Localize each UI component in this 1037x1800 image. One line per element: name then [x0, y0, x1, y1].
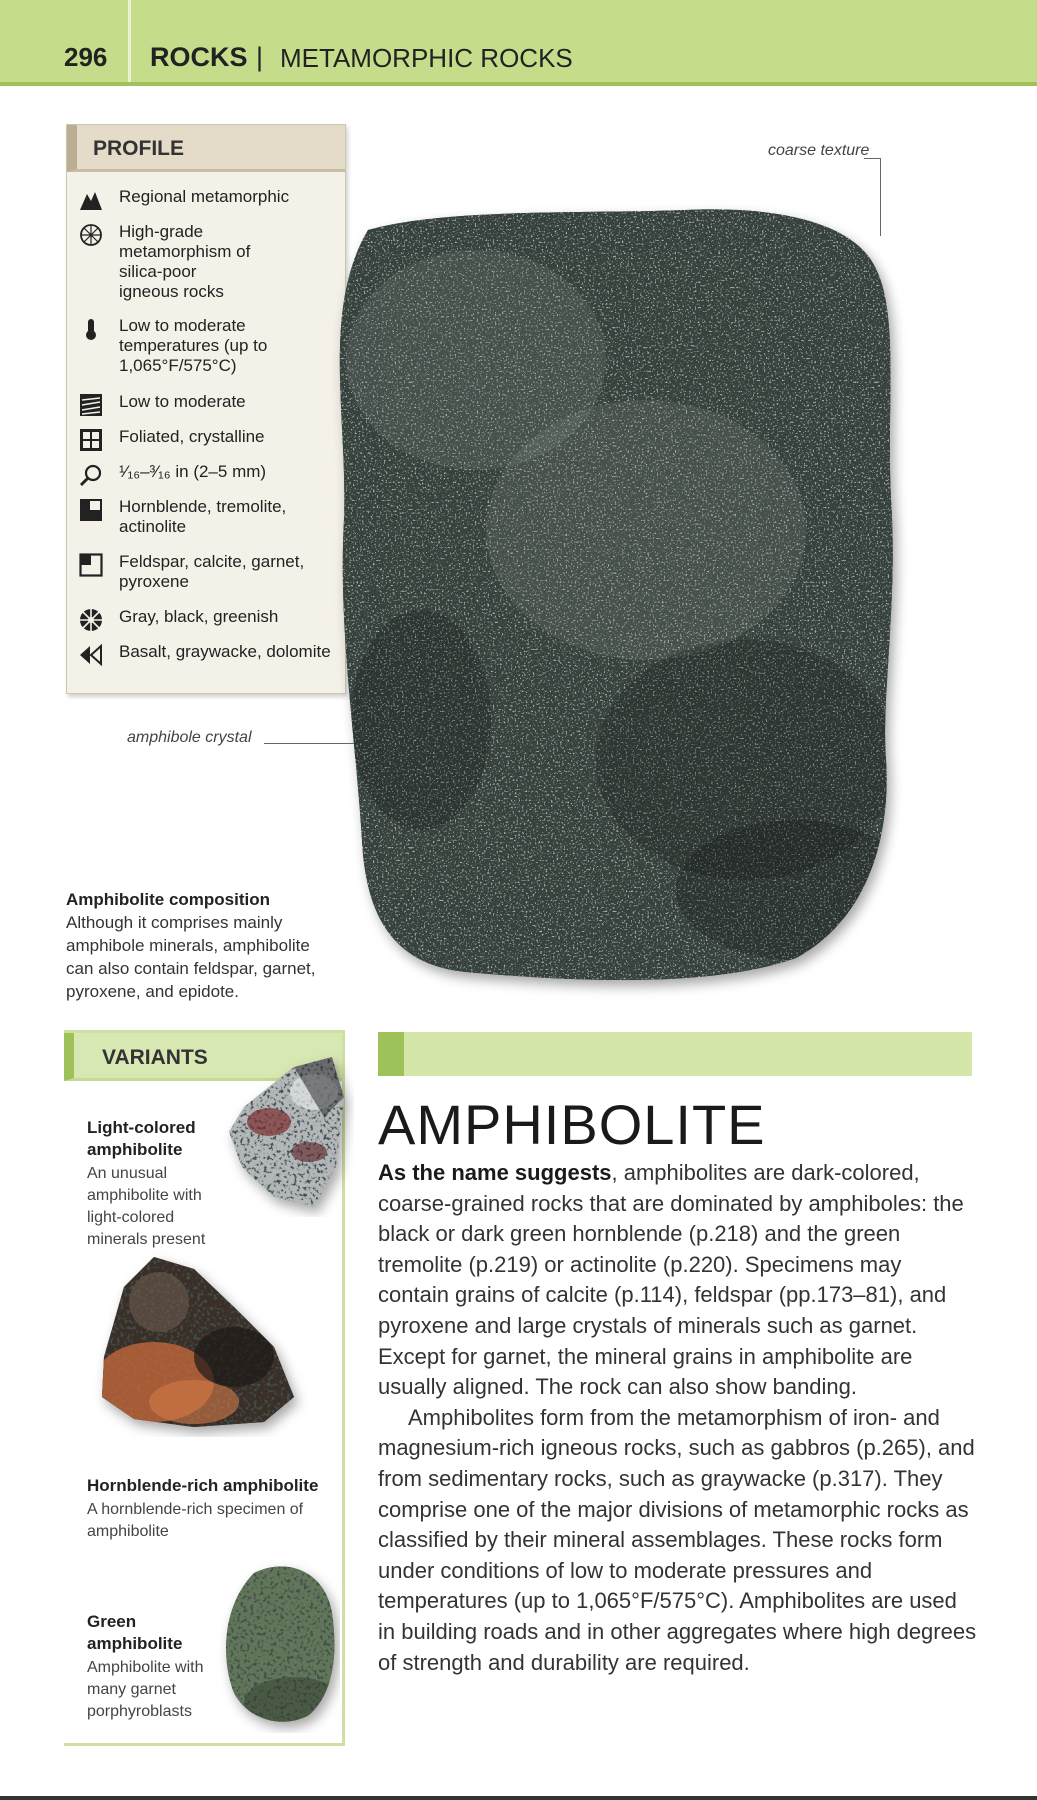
coarse-texture-leader [880, 158, 881, 236]
page-number: 296 [64, 42, 108, 72]
page-header [0, 0, 1037, 86]
variant-title: Hornblende-rich amphibolite [87, 1476, 319, 1495]
variants-title: VARIANTS [102, 1046, 208, 1069]
profile-text: Basalt, graywacke, dolomite [119, 642, 331, 661]
thermometer-icon [79, 317, 103, 341]
article-title: AMPHIBOLITE [378, 1093, 766, 1156]
header-separator: | [256, 42, 264, 72]
light-colored-amphibolite-image [214, 1047, 354, 1217]
rewind-icon [79, 643, 103, 667]
profile-text: Feldspar, calcite, garnet, pyroxene [119, 552, 305, 591]
hornblende-rich-amphibolite-image [84, 1247, 314, 1437]
texture-grid-icon [79, 428, 103, 452]
variant-title: Light-colored amphibolite [87, 1118, 196, 1159]
pressure-icon [79, 393, 103, 417]
color-wheel-icon [79, 608, 103, 632]
article-paragraph-1 [378, 1158, 978, 1403]
profile-header [67, 125, 345, 172]
lead-phrase: As the name suggests [378, 1160, 612, 1185]
amphibolite-specimen-image [326, 200, 1006, 1000]
title-banner-accent [378, 1032, 404, 1076]
article-paragraph-2: Amphibolites form from the metamorphism of iron- and magnesium-rich igneous rocks, such as gabbros (p.265), and from sedimentary rocks, such as graywacke (p.317). They comprise one of the major divisions of metamorphic rocks as classified by their mineral assemblages. These rocks form under conditions of low to moderate pressures and temperatures (up to 1,065°F/575°C). Amphibolites are used in building roads and in other aggregates where high degrees of strength and durability are required. [378, 1404, 977, 1675]
amphibole-crystal-leader [264, 743, 354, 744]
profile-text: High-grade metamorphism of silica-poor igneous rocks [119, 222, 251, 301]
variant-description: A hornblende-rich specimen of amphibolite [87, 1501, 304, 1540]
coarse-texture-label: coarse texture [768, 142, 870, 159]
profile-text: Regional metamorphic [119, 187, 290, 206]
article-body [378, 1158, 978, 1678]
green-amphibolite-image [214, 1553, 340, 1733]
specimen-caption [66, 888, 356, 1003]
title-banner [378, 1032, 972, 1076]
amphibole-crystal-label: amphibole crystal [127, 729, 252, 746]
profile-text: Hornblende, tremolite, actinolite [119, 497, 287, 536]
magnifier-icon [79, 463, 103, 487]
paragraph-1-text: , amphibolites are dark-colored, coarse-grained rocks that are dominated by amphiboles: the black or dark green hornblende (p.218) and the green tremolite (p.219) or actinolite (p.220). Specimens may contain grains of calcite (p.114), feldspar (pp.173–81), and pyroxene and large crystals of minerals such as garnet. Except for garnet, the mineral grains in amphibolite are usually aligned. The rock can also show banding. [378, 1160, 964, 1400]
profile-text: Low to moderate temperatures (up to 1,065°F/575°C) [119, 316, 268, 375]
caption-text: Although it comprises mainly amphibole minerals, amphibolite can also contain feldspar, garnet, pyroxene, and epidote. [66, 913, 316, 1001]
profile-title: PROFILE [93, 137, 185, 160]
profile-text: Foliated, crystalline [119, 427, 265, 446]
minor-minerals-icon [79, 553, 103, 577]
globe-grid-icon [79, 223, 103, 247]
variant-description: Amphibolite with many garnet porphyroblasts [87, 1659, 204, 1720]
header-divider [128, 0, 131, 82]
profile-box [66, 124, 346, 694]
variant-title: Green amphibolite [87, 1612, 183, 1653]
mountain-icon [79, 188, 103, 212]
profile-text: Low to moderate [119, 392, 246, 411]
page-bottom-rule [0, 1796, 1037, 1800]
profile-text: Gray, black, greenish [119, 607, 279, 626]
profile-text: ¹⁄₁₆–³⁄₁₆ in (2–5 mm) [119, 462, 267, 481]
section-title: ROCKS [150, 42, 248, 72]
caption-title: Amphibolite composition [66, 890, 270, 909]
variant-description: An unusual amphibolite with light-colored minerals present [87, 1165, 206, 1248]
subsection-title: METAMORPHIC ROCKS [280, 43, 573, 73]
major-minerals-icon [79, 498, 103, 522]
variants-box [64, 1030, 345, 1746]
